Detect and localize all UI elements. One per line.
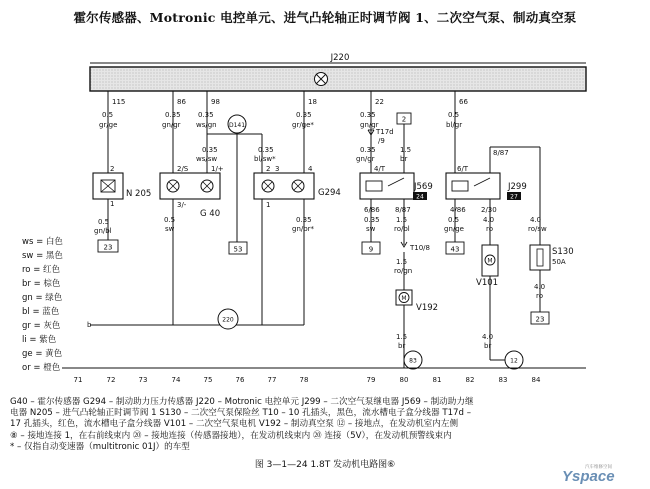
ref-num: 53 [233, 245, 243, 254]
g294-pin: 1 [266, 201, 271, 209]
t10-label: T10/8 [410, 244, 430, 252]
legend-item: ro = 红色 [22, 265, 61, 275]
wl: 0.5 [98, 218, 110, 226]
legend-line: ⑧ – 接地连接 1，在右前线束内 ⑳ – 接地连接（传感器接地），在发动机线束内 ⑳ 连接（5V），在发动机预警线束内 [10, 430, 452, 441]
wl: gn/bl [94, 227, 112, 235]
wl: 0.35 [202, 146, 218, 154]
wire-color: gr/ge* [292, 121, 314, 129]
wl: 4.0 [534, 283, 546, 291]
legend-item: bl = 蓝色 [22, 307, 60, 317]
figure-caption: 图 3—1—24 1.8T 发动机电路图⑥ [254, 460, 396, 470]
ground-12-label: 12 [510, 357, 518, 365]
j299-box: 27 [510, 193, 518, 201]
wl: 0.35 [296, 216, 312, 224]
n205-pin-top: 2 [110, 165, 115, 173]
wl: 1.5 [396, 333, 408, 341]
ref-num: 23 [103, 243, 113, 252]
v101-label: V101 [476, 278, 499, 288]
wire-pin: 66 [459, 98, 468, 106]
scale-num: 79 [366, 376, 376, 384]
legend-line: 电器 N205 – 进气凸轮轴正时调节阀 1 S130 – 二次空气泵保险丝 T10 – 10 孔插头，黑色，流水槽电子盒分线器 T17d – [10, 408, 471, 419]
wl: gn/ge [444, 225, 464, 233]
scale-num: 78 [299, 376, 309, 384]
brand-logo: Yspace [562, 468, 615, 485]
legend-item: ge = 黄色 [22, 349, 63, 359]
wl: 0.35 [364, 216, 380, 224]
wire-color: gr/ge [99, 121, 118, 129]
ref-num: 9 [368, 245, 374, 254]
n205-pin-bottom: 1 [110, 200, 115, 208]
ground-83-label: 83 [409, 357, 417, 365]
j299-pin: 2/30 [481, 206, 497, 214]
j299-label: J299 [508, 182, 527, 192]
wire-color: gn/gr [162, 121, 181, 129]
legend-line: 17 孔插头，红色，流水槽电子盒分线器 V101 – 二次空气泵电机 V192 – 制动真空泵 ⑫ – 接地点，在发动机室内左侧 [10, 419, 459, 430]
g294-pin: 4 [308, 165, 313, 173]
legend-item: sw = 黑色 [22, 251, 63, 261]
wl: 1.5 [396, 216, 408, 224]
wl: 4.0 [483, 216, 495, 224]
legend-line: * – 仅指自动变速器（multitronic 01J）的车型 [10, 441, 190, 452]
wires [90, 91, 540, 350]
wl: ro [486, 225, 494, 233]
legend-item: or = 橙色 [22, 363, 61, 373]
component-legend [10, 397, 642, 453]
wire-texts [99, 98, 468, 129]
ground-220-label: 220 [222, 316, 234, 324]
wl: br [400, 155, 408, 163]
scale-num: 83 [498, 376, 508, 384]
j569-pin: 6/86 [364, 206, 380, 214]
d141-label: D141 [228, 122, 246, 129]
v101-motor [482, 245, 498, 276]
j299-pin: 6/T [457, 165, 469, 173]
wl: ro [536, 292, 544, 300]
scale-num: 84 [531, 376, 541, 384]
g40-sensor [160, 173, 220, 199]
s130-label: S130 [552, 247, 574, 257]
legend-item: li = 紫色 [22, 335, 57, 345]
j299-pin: 8/87 [493, 149, 509, 157]
t17d-label: T17d [376, 128, 394, 136]
wl: 1.5 [396, 258, 408, 266]
wire-color: gn/gr [360, 121, 379, 129]
wire-color: bl/gr [446, 121, 463, 129]
scale-num: 82 [465, 376, 475, 384]
g40-pin: 1/+ [211, 165, 224, 173]
wl: ro/bl [394, 225, 410, 233]
g294-sensor [254, 173, 314, 199]
legend-item: gr = 灰色 [22, 321, 61, 331]
g294-pin: 3 [275, 165, 280, 173]
s130-fuse [530, 245, 550, 270]
wl: br [398, 342, 406, 350]
color-legend [22, 236, 63, 373]
ground-bus-label: b [87, 321, 92, 329]
n205-label: N 205 [126, 189, 152, 199]
wl: 0.5 [164, 216, 176, 224]
wire-pin: 86 [177, 98, 186, 106]
wl: ws/sw [196, 155, 218, 163]
j569-relay [360, 173, 414, 199]
connector-2-label: 2 [401, 115, 407, 124]
wire-gauge: 0.5 [448, 111, 460, 119]
j569-label: J569 [414, 182, 433, 192]
j299-relay [446, 173, 500, 199]
scale-num: 73 [138, 376, 148, 384]
n205-valve [93, 173, 123, 199]
wl: bl/sw* [254, 155, 276, 163]
wire-gauge: 0.35 [360, 111, 376, 119]
ref-num: 23 [535, 315, 545, 324]
svg-text:M: M [401, 295, 407, 302]
wl: br [484, 342, 492, 350]
scale-num: 76 [235, 376, 245, 384]
v192-label: V192 [416, 303, 439, 313]
wire-pin: 115 [112, 98, 126, 106]
wl: gn/gr [356, 155, 375, 163]
wl: gn/br* [292, 225, 315, 233]
scale-num: 80 [399, 376, 409, 384]
wl: sw [165, 225, 175, 233]
j569-pin: 4/T [374, 165, 386, 173]
wl: 4.0 [482, 333, 494, 341]
legend-item: gn = 绿色 [22, 293, 63, 303]
j569-pin: 8/87 [395, 206, 411, 214]
scale-num: 75 [203, 376, 213, 384]
t17d-sub: /9 [378, 137, 385, 145]
s130-rating: 50A [552, 258, 566, 266]
bottom-scale [74, 376, 541, 384]
wire-color: ws/gn [196, 121, 217, 129]
scale-num: 81 [432, 376, 442, 384]
v192-motor [396, 290, 412, 305]
wl: ro/sw [528, 225, 547, 233]
scale-num: 71 [73, 376, 83, 384]
wl: 0.35 [258, 146, 274, 154]
g294-pin: 2 [266, 165, 271, 173]
wl: 1.5 [400, 146, 412, 154]
ecu-label: J220 [330, 53, 350, 63]
wl: 0.35 [360, 146, 376, 154]
legend-item: ws = 白色 [22, 237, 63, 247]
wire-gauge: 0.5 [102, 111, 114, 119]
g40-label: G 40 [200, 209, 221, 219]
g40-pin: 2/S [177, 165, 189, 173]
wire-pin: 98 [211, 98, 220, 106]
svg-text:M: M [487, 257, 493, 265]
wl: ro/gn [394, 267, 413, 275]
wl: 4.0 [530, 216, 542, 224]
wire-pin: 22 [375, 98, 384, 106]
wl: sw [366, 225, 376, 233]
scale-num: 74 [171, 376, 181, 384]
wire-gauge: 0.35 [165, 111, 181, 119]
ref-num: 43 [450, 245, 460, 254]
brand-subtitle: 汽车维修空间 [585, 464, 612, 469]
g294-label: G294 [318, 188, 341, 198]
g40-pin: 3/- [177, 201, 187, 209]
scale-num: 72 [106, 376, 116, 384]
wire-gauge: 0.35 [198, 111, 214, 119]
ecu-ground-symbol [315, 73, 328, 86]
scale-num: 77 [267, 376, 277, 384]
wire-pin: 18 [308, 98, 317, 106]
wire-gauge: 0.35 [296, 111, 312, 119]
page-title: 霍尔传感器、Motronic 电控单元、进气凸轮轴正时调节阀 1、二次空气泵、制动真空泵 [73, 10, 577, 25]
j299-pin: 4/86 [450, 206, 466, 214]
wl: 0.5 [448, 216, 460, 224]
ecu-bus [90, 67, 586, 91]
legend-item: br = 棕色 [22, 279, 61, 289]
j569-box: 24 [416, 193, 424, 201]
legend-line: G40 – 霍尔传感器 G294 – 制动助力压力传感器 J220 – Motronic 电控单元 J299 – 二次空气泵继电器 J569 – 制动助力继 [10, 397, 474, 407]
